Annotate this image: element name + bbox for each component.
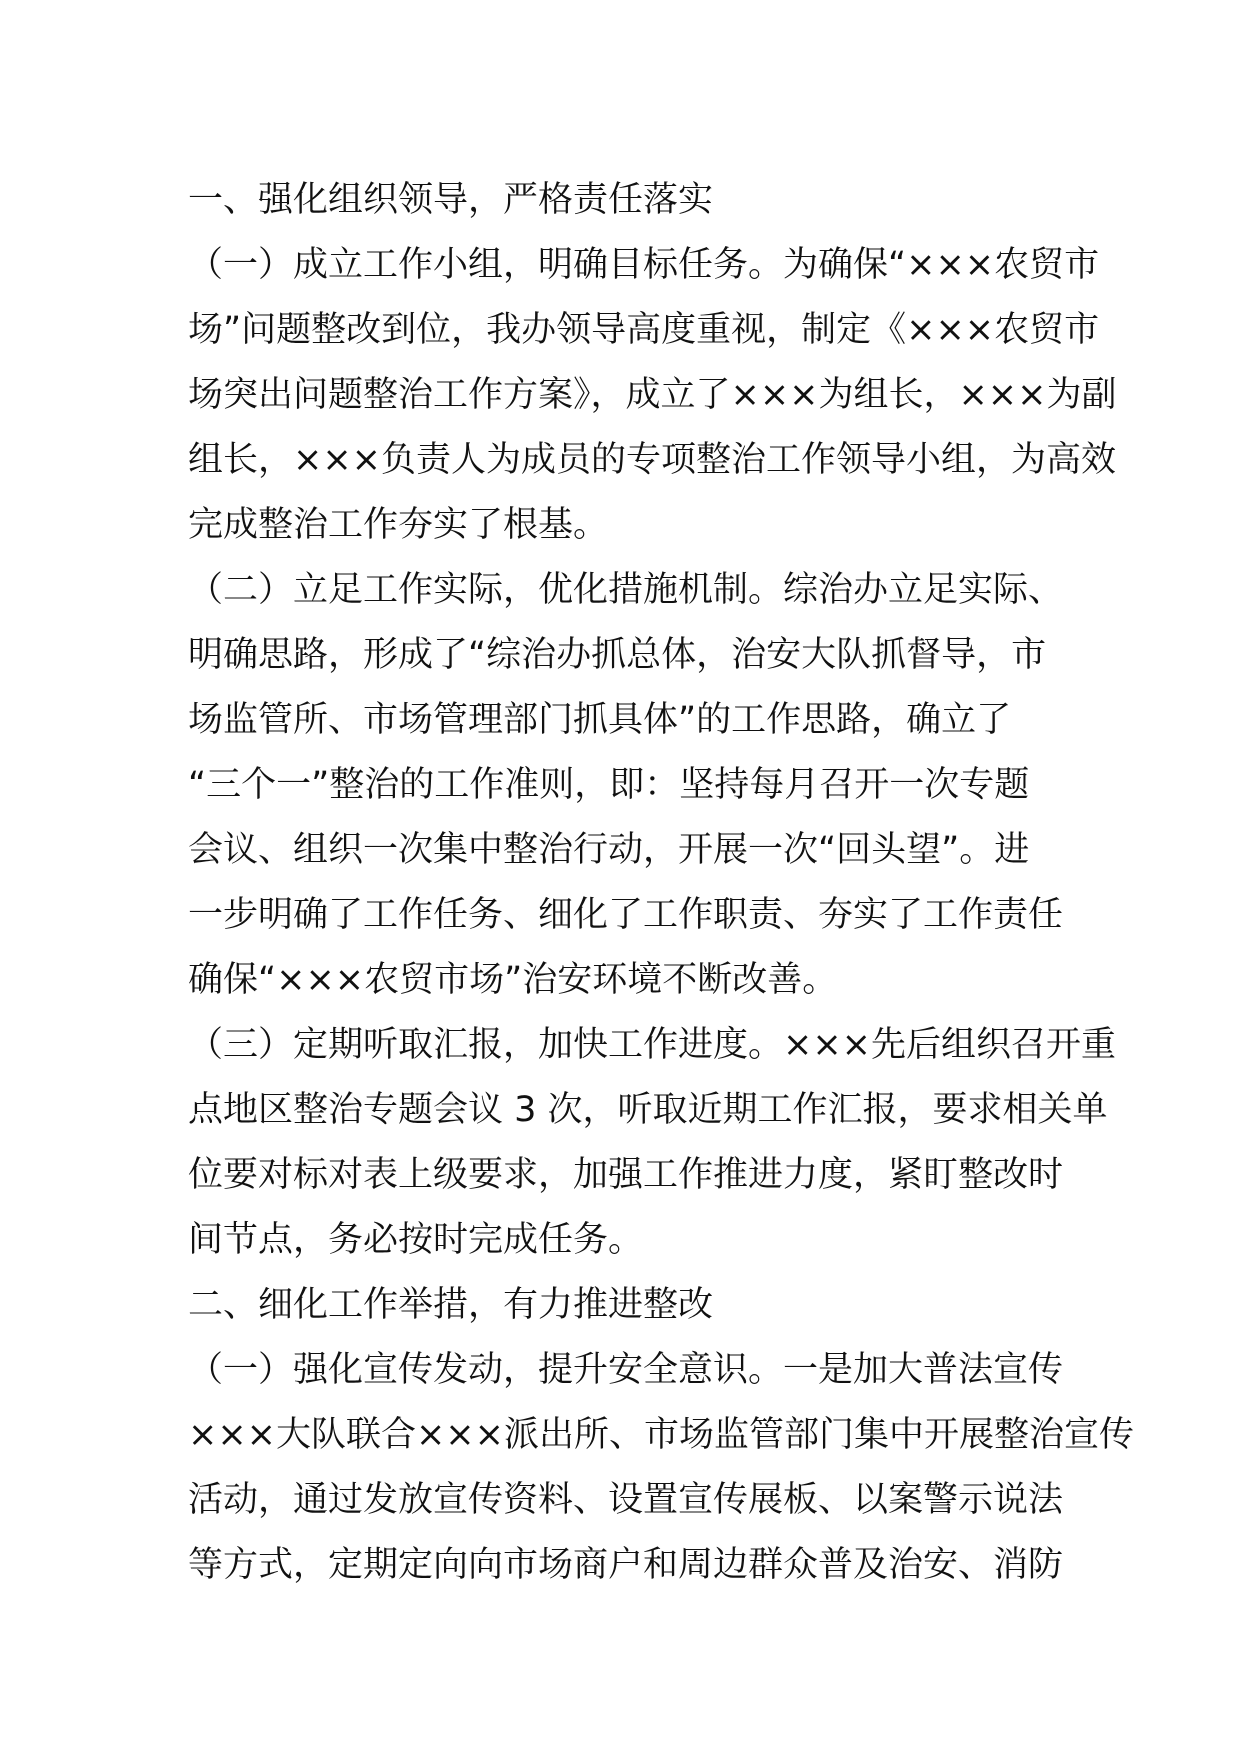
paragraph-line: （二）立足工作实际，优化措施机制。综治办立足实际、 xyxy=(188,570,1064,610)
paragraph-line: 场监管所、市场管理部门抓具体”的工作思路，确立了 xyxy=(188,700,1012,740)
paragraph-line: （三）定期听取汇报，加快工作进度。×××先后组织召开重 xyxy=(188,1025,1116,1065)
paragraph-line: 明确思路，形成了“综治办抓总体，治安大队抓督导，市 xyxy=(188,635,1047,675)
paragraph-line: 场突出问题整治工作方案》，成立了×××为组长，×××为副 xyxy=(188,375,1117,415)
paragraph-line: 一步明确了工作任务、细化了工作职责、夯实了工作责任 xyxy=(188,895,1064,935)
paragraph-line: 完成整治工作夯实了根基。 xyxy=(188,505,609,545)
paragraph-line: “三个一”整治的工作准则，即：坚持每月召开一次专题 xyxy=(188,765,1030,805)
paragraph-line: 点地区整治专题会议 3 次，听取近期工作汇报，要求相关单 xyxy=(188,1090,1108,1130)
paragraph-line: 间节点，务必按时完成任务。 xyxy=(188,1220,644,1260)
paragraph-line: 会议、组织一次集中整治行动，开展一次“回头望”。进 xyxy=(188,830,1030,870)
heading-section-2: 二、细化工作举措，有力推进整改 xyxy=(188,1285,714,1325)
paragraph-line: 场”问题整改到位，我办领导高度重视，制定《×××农贸市 xyxy=(188,310,1100,350)
paragraph-line: 组长，×××负责人为成员的专项整治工作领导小组，为高效 xyxy=(188,440,1116,480)
paragraph-line: （一）成立工作小组，明确目标任务。为确保“×××农贸市 xyxy=(188,245,1100,285)
paragraph-line: 活动，通过发放宣传资料、设置宣传展板、以案警示说法 xyxy=(188,1480,1064,1520)
heading-section-1: 一、强化组织领导，严格责任落实 xyxy=(188,180,714,220)
paragraph-line: 等方式，定期定向向市场商户和周边群众普及治安、消防 xyxy=(188,1545,1064,1585)
document-body xyxy=(188,168,1134,1598)
paragraph-line: ×××大队联合×××派出所、市场监管部门集中开展整治宣传 xyxy=(188,1415,1134,1455)
paragraph-line: （一）强化宣传发动，提升安全意识。一是加大普法宣传 xyxy=(188,1350,1064,1390)
paragraph-line: 确保“×××农贸市场”治安环境不断改善。 xyxy=(188,960,838,1000)
paragraph-line: 位要对标对表上级要求，加强工作推进力度，紧盯整改时 xyxy=(188,1155,1064,1195)
